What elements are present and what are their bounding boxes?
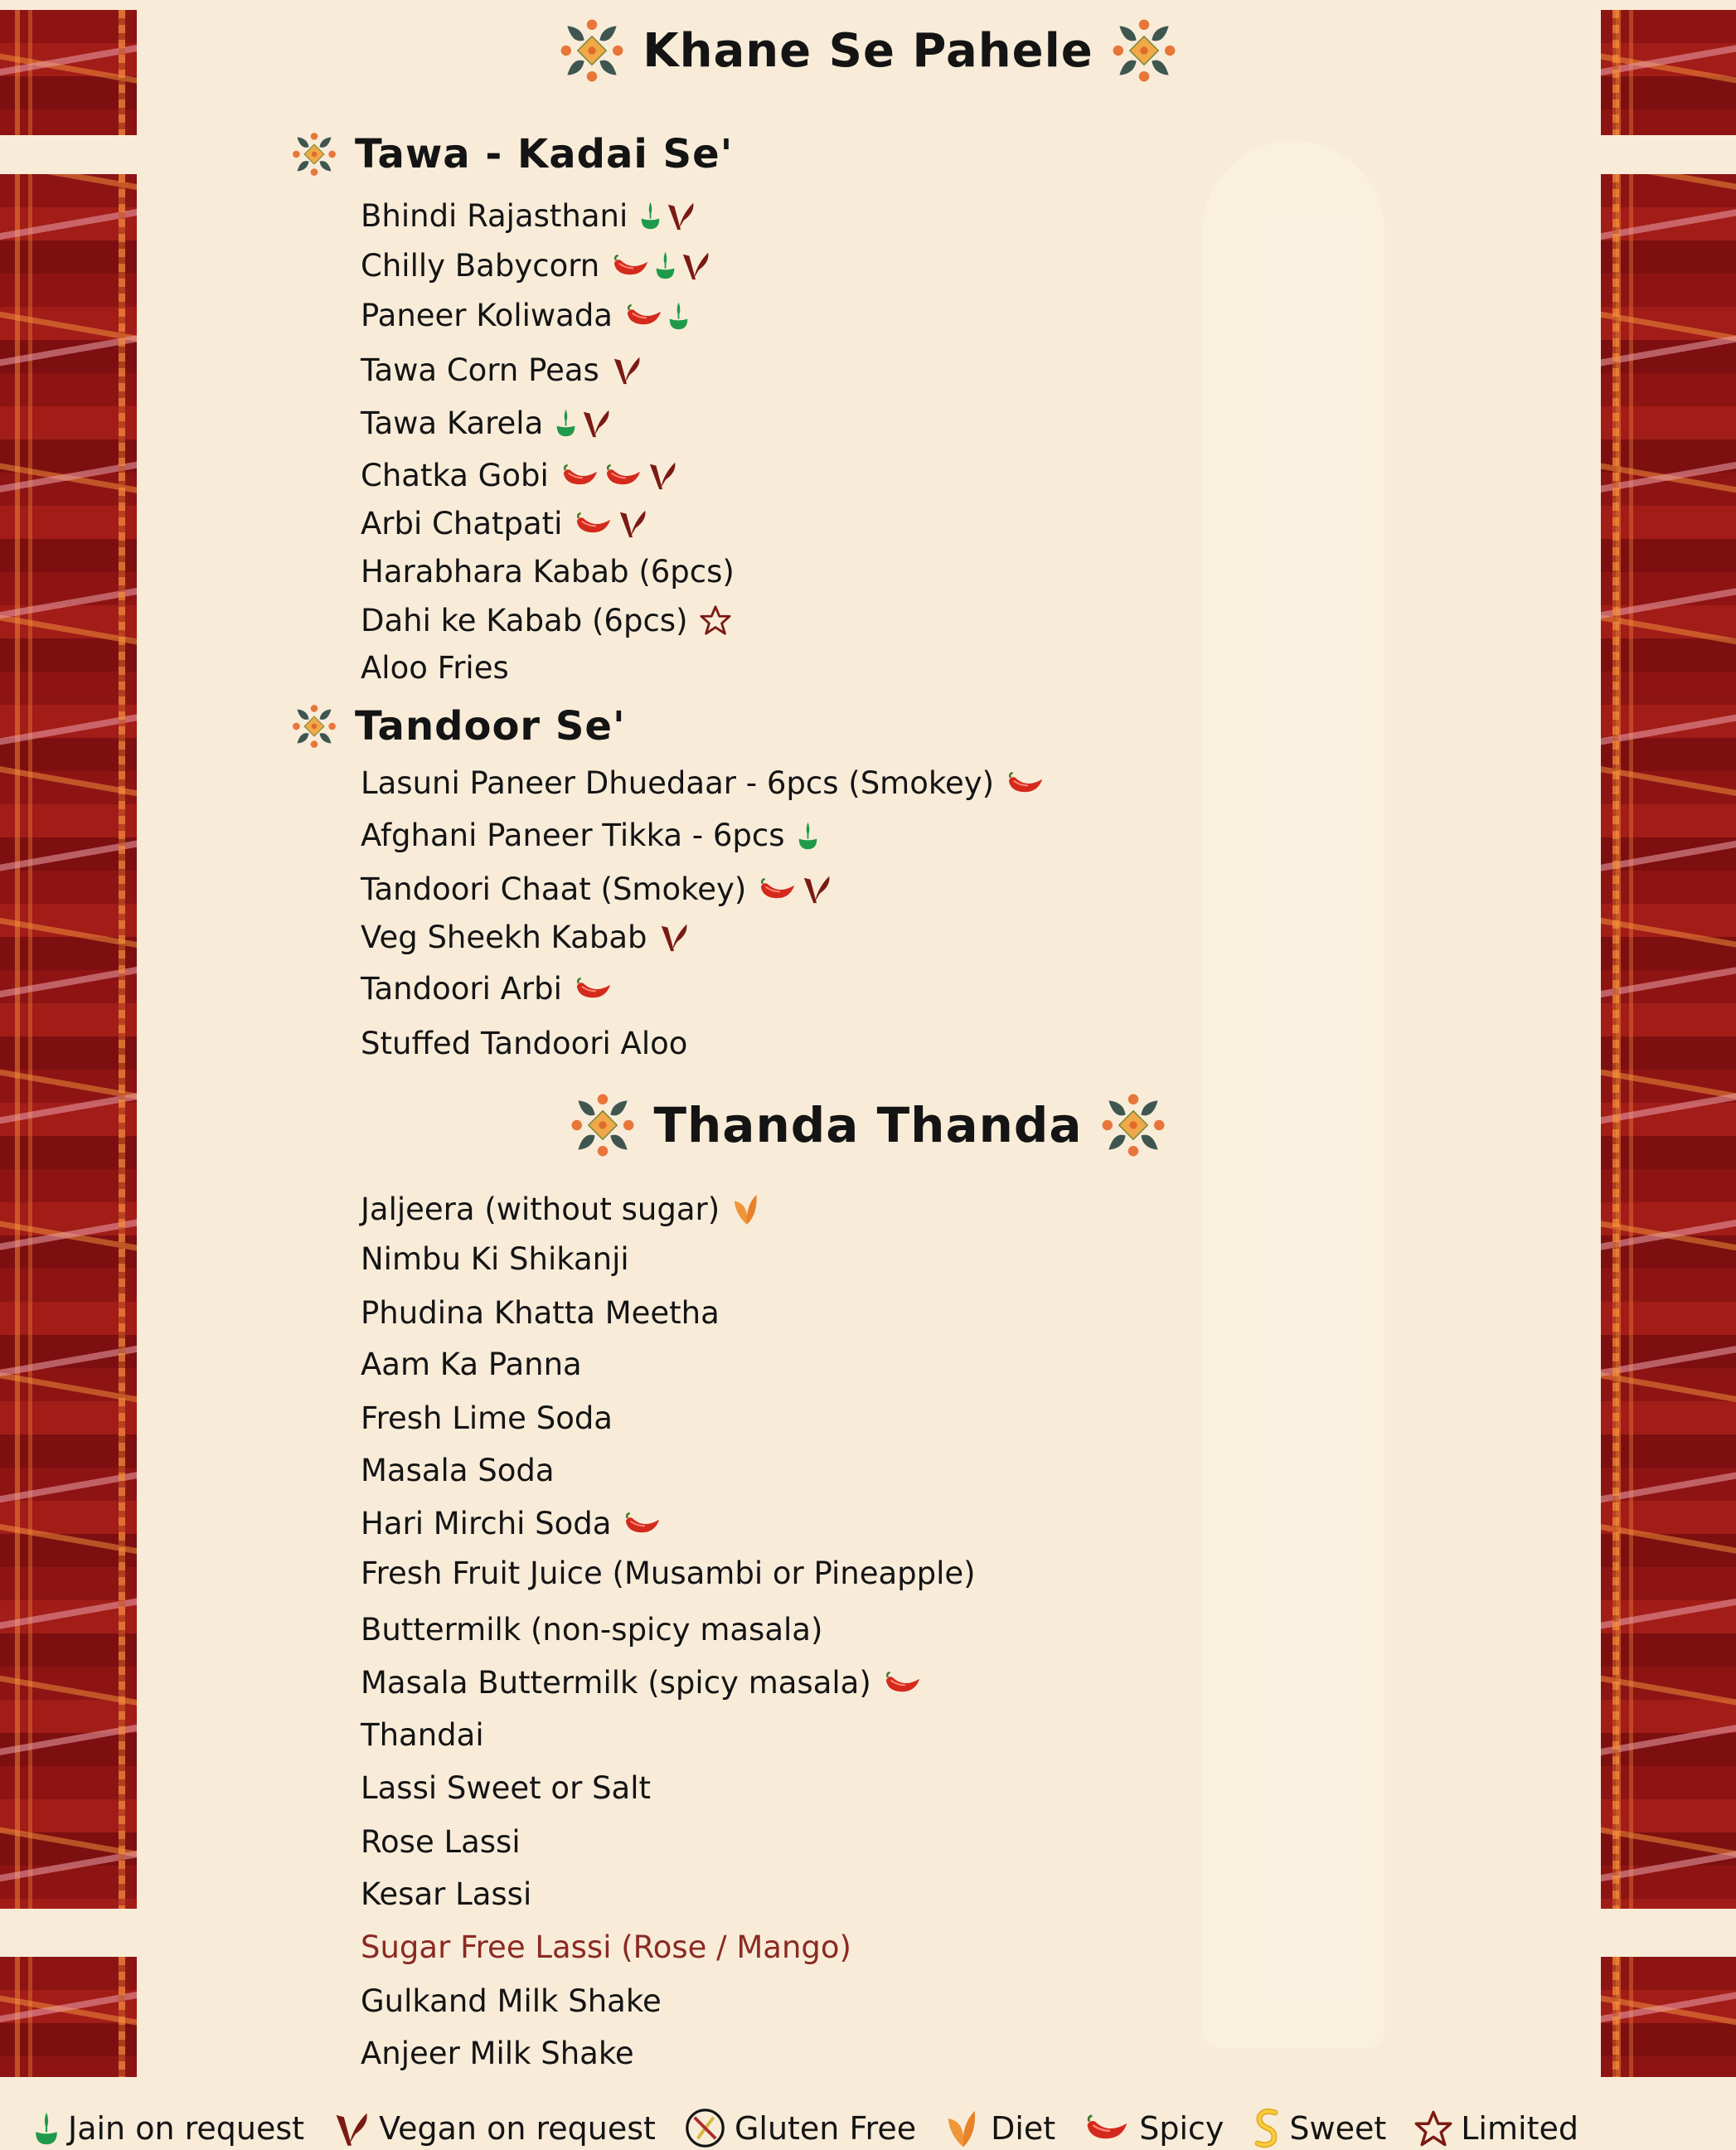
menu-item-name: Tawa Corn Peas — [361, 352, 599, 388]
spicy-icon — [1084, 2114, 1131, 2143]
border-strip-right-bottom — [1601, 1957, 1736, 2077]
menu-item — [361, 1555, 976, 1591]
menu-item-name: Phudina Khatta Meetha — [361, 1295, 720, 1331]
menu-item — [361, 1508, 662, 1539]
menu-item-name: Rose Lassi — [361, 1824, 521, 1860]
menu-item — [361, 1455, 555, 1486]
menu-item — [361, 1241, 629, 1277]
menu-item-name: Nimbu Ki Shikanji — [361, 1241, 629, 1277]
menu-item-name: Sugar Free Lassi (Rose / Mango) — [361, 1929, 851, 1965]
menu-item-name: Hari Mirchi Soda — [361, 1506, 612, 1541]
spicy-icon — [758, 877, 798, 901]
legend-label: Gluten Free — [734, 2109, 917, 2147]
section-title: Tandoor Se' — [355, 703, 626, 750]
jain-icon — [667, 301, 690, 331]
menu-item — [361, 197, 696, 234]
spicy-icon — [624, 303, 664, 328]
legend-label: Sweet — [1289, 2109, 1387, 2147]
spicy-icon — [883, 1671, 923, 1695]
border-strip-right-main — [1601, 174, 1736, 1909]
menu-item — [361, 1295, 720, 1331]
menu-item — [361, 407, 612, 439]
menu-item — [361, 604, 731, 636]
menu-item-name: Gulkand Milk Shake — [361, 1983, 662, 2019]
menu-item — [361, 921, 690, 953]
menu-item-name: Afghani Paneer Tikka - 6pcs — [361, 818, 785, 853]
legend — [33, 2106, 1736, 2150]
jain-icon — [555, 408, 577, 438]
gluten-free-icon — [684, 2107, 726, 2149]
spicy-icon — [604, 463, 643, 488]
menu-item — [361, 1770, 651, 1806]
menu-item-name: Harabhara Kabab (6pcs) — [361, 554, 735, 590]
menu-item — [361, 1717, 484, 1753]
drinks-title: Thanda Thanda — [653, 1097, 1083, 1153]
legend-label: Diet — [991, 2109, 1056, 2147]
jain-icon — [654, 250, 676, 280]
drinks-title-thanda-thanda — [0, 1093, 1736, 1158]
menu-item — [361, 1612, 823, 1648]
sweet-icon — [1252, 2107, 1281, 2149]
legend-item-gluten-free — [684, 2107, 916, 2149]
legend-item-diet — [944, 2107, 1055, 2149]
menu-item — [361, 650, 509, 686]
vegan-icon — [580, 407, 612, 439]
spicy-icon — [1006, 771, 1045, 795]
menu-item-name: Tawa Karela — [361, 405, 544, 441]
menu-item — [361, 1665, 923, 1701]
menu-item-name: Buttermilk (non-spicy masala) — [361, 1612, 823, 1648]
menu-item-name: Masala Soda — [361, 1453, 555, 1488]
section-title: Tawa - Kadai Se' — [355, 131, 734, 177]
menu-item — [361, 1028, 687, 1059]
legend-item-jain — [33, 2110, 304, 2147]
vegan-icon — [801, 873, 832, 905]
page-title-khane-se-pahele — [0, 18, 1736, 83]
section-heading-tandoor — [292, 703, 626, 750]
menu-item-name: Anjeer Milk Shake — [361, 2036, 634, 2071]
limited-icon — [700, 604, 731, 636]
rangoli-icon — [570, 1093, 635, 1158]
jain-icon — [797, 821, 819, 851]
menu-item — [361, 765, 1045, 801]
menu-item — [361, 1400, 613, 1436]
legend-label: Jain on request — [68, 2109, 305, 2147]
page-title: Khane Se Pahele — [643, 23, 1093, 78]
vegan-icon — [658, 921, 690, 953]
rangoli-icon — [292, 704, 337, 749]
vegan-icon — [332, 2109, 371, 2148]
menu-item-name: Fresh Lime Soda — [361, 1400, 613, 1436]
spicy-icon — [611, 254, 651, 278]
spicy-icon — [574, 512, 613, 536]
menu-item-name: Stuffed Tandoori Aloo — [361, 1026, 688, 1061]
menu-item-name: Bhindi Rajasthani — [361, 197, 628, 234]
spicy-icon — [560, 463, 600, 488]
menu-item — [361, 1191, 763, 1226]
rangoli-icon — [1112, 18, 1176, 83]
menu-item-name: Arbi Chatpati — [361, 505, 563, 541]
menu-item-name: Lasuni Paneer Dhuedaar - 6pcs (Smokey) — [361, 765, 995, 801]
menu-item-name: Paneer Koliwada — [361, 298, 613, 333]
menu-item-name: Fresh Fruit Juice (Musambi or Pineapple) — [361, 1555, 976, 1591]
menu-item — [361, 2038, 634, 2069]
menu-item — [361, 971, 613, 1007]
spicy-icon — [574, 977, 613, 1001]
jain-icon — [33, 2110, 60, 2147]
jain-icon — [639, 201, 662, 231]
legend-label: Limited — [1461, 2109, 1578, 2147]
menu-item — [361, 459, 678, 491]
legend-label: Spicy — [1139, 2109, 1224, 2147]
menu-item — [361, 1929, 851, 1965]
rangoli-icon — [292, 132, 337, 177]
spicy-icon — [623, 1512, 662, 1536]
menu-item-name: Chatka Gobi — [361, 457, 549, 493]
legend-item-vegan — [332, 2109, 656, 2148]
legend-item-spicy — [1084, 2110, 1224, 2147]
section-heading-tawa-kadai — [292, 131, 733, 177]
diet-icon — [731, 1191, 763, 1226]
menu-item-name: Masala Buttermilk (spicy masala) — [361, 1665, 871, 1701]
border-strip-left-main — [0, 174, 137, 1909]
vegan-icon — [617, 507, 648, 539]
menu-item-name: Dahi ke Kabab (6pcs) — [361, 602, 688, 638]
menu-item-name: Chilly Babycorn — [361, 247, 600, 284]
menu-item-name: Jaljeera (without sugar) — [361, 1191, 720, 1227]
legend-item-sweet — [1252, 2107, 1386, 2149]
menu-item-name: Kesar Lassi — [361, 1876, 532, 1912]
menu-item — [361, 554, 735, 590]
menu-item-name: Tandoori Arbi — [361, 971, 562, 1007]
menu-item — [361, 1824, 521, 1860]
border-strip-left-bottom — [0, 1957, 137, 2077]
diet-icon — [944, 2107, 982, 2149]
menu-item-name: Lassi Sweet or Salt — [361, 1770, 651, 1806]
menu-item — [361, 873, 832, 905]
vegan-icon — [680, 250, 711, 281]
rangoli-icon — [560, 18, 624, 83]
menu-item — [361, 1876, 532, 1912]
menu-item — [361, 354, 643, 386]
legend-label: Vegan on request — [379, 2109, 656, 2147]
menu-item-name: Aloo Fries — [361, 650, 509, 686]
menu-item — [361, 1349, 582, 1380]
menu-item — [361, 1983, 662, 2019]
legend-item-limited — [1414, 2109, 1578, 2148]
rangoli-icon — [1101, 1093, 1166, 1158]
vegan-icon — [611, 354, 643, 386]
menu-item-name: Tandoori Chaat (Smokey) — [361, 871, 747, 907]
menu-item — [361, 507, 648, 539]
menu-item-name: Thandai — [361, 1717, 484, 1753]
menu-item — [361, 300, 690, 331]
menu-item-name: Veg Sheekh Kabab — [361, 919, 647, 955]
menu-item-name: Aam Ka Panna — [361, 1347, 582, 1382]
menu-item — [361, 247, 711, 284]
vegan-icon — [647, 459, 678, 491]
vegan-icon — [665, 200, 696, 231]
menu-item — [361, 820, 819, 851]
limited-icon — [1414, 2109, 1452, 2148]
